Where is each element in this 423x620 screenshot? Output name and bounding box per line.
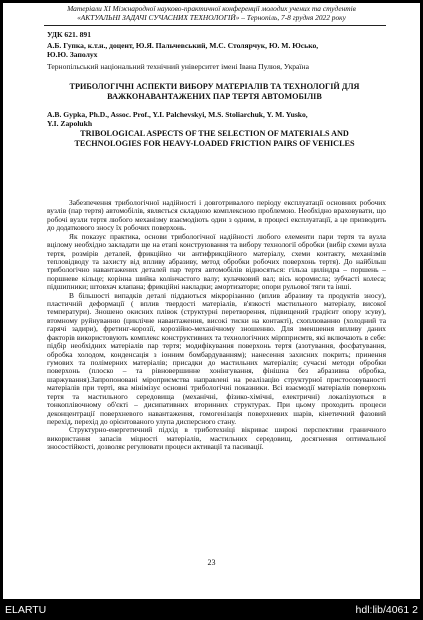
authors-en-line-1: A.B. Gypka, Ph.D., Assoc. Prof., Y.I. Palchevskyi, M.S. Stoliarchuk, Y. M. Yusko, (47, 110, 308, 119)
page-number: 23 (207, 558, 216, 567)
authors-en (47, 110, 386, 128)
paragraph: Структурно-енергетичний підхід в триботехніці вікриває широкі перспективи граничного використання запасів міцності матеріалів, мастильних середовищ, досягнення оптимальної зносостійкості, дозволяє регулювати процеси активації та пасивації. (47, 425, 386, 452)
footer-repository-label: ELARTU (5, 604, 47, 616)
footer-handle: hdl:lib/4061 2 (355, 604, 418, 616)
affiliation: Тернопільський національний технічний університет імені Івана Пулюя, Україна (47, 62, 309, 71)
title-en (43, 129, 386, 149)
conference-header (3, 5, 420, 22)
authors-ua (47, 41, 386, 59)
authors-ua-line-2: Ю.Ю. Заполух (47, 50, 98, 60)
title-ua-line-2: ВАЖКОНАВАНТАЖЕНИХ ПАР ТЕРТЯ АВТОМОБІЛІВ (107, 92, 322, 101)
paragraph: Забезпечення трибологічної надійності і довготривалого періоду експлуатації основних робочих вузлів (пар тертя) автомобілів, являється складною комплексною проблемою. Необхідно враховувати, що робочі вузли тертя любого механізму взаємодіють один з одним, в процесі експлуатації, а це призводить до додаткового зносу їх робочих поверхонь. (47, 198, 386, 233)
title-en-line-1: TRIBOLOGICAL ASPECTS OF THE SELECTION OF MATERIALS AND (80, 129, 349, 138)
authors-en-line-2: Y.I. Zapolukh (47, 119, 93, 129)
title-ua-line-1: ТРИБОЛОГІЧНІ АСПЕКТИ ВИБОРУ МАТЕРІАЛІВ ТА ТЕХНОЛОГІЙ ДЛЯ (69, 82, 360, 91)
header-rule (44, 25, 386, 26)
paragraph: В більшості випадків деталі піддаються мікрорізанню (вплив абразиву та продуктів зносу), пластичній деформації ( вплив твердості матеріалів, в'язкості мастильного матеріалу, високої температури). Зношено окисних плівок (структурні перетворення, підвищений градієнт опору зсуву), втомному руйнуванню (циклічне навантаження, високі тиски на контакті), схоплюванню (холодний та гарячі задири), фретинг-корозії, корозійно-механічному зношенню. Для зменшення впливу даних факторів використовують комплекс конструктивних та технологічних мірпприємтв, які включають в себе: підбір необхідних матеріалів пар тертя; модифікування поверхонь тертя (азотування, фосфатування, обробка холодом, конденсація з іонним бомбардуванням); нанесення захисних покрить; принення гумових та полімерних матеріалів; присадки до мастильних матеріалів; сучасні методи обробки поверхонь (плоско – та рівновершинне хонінгування, фінішна без абразивна обробка, шаржування).Запропоновані міроприємства направлені на реалізацію структурної пристосовуваності матеріалів при терті, яка мінімізує основні трибологічні показники. Всі взаємодії матеріалів поверхонь тертя та мастильного середовища (механічні, фізико-хімічні, електричні) локалізуються в тонкоплівочному об'єкті – дисипативних вторинних структурах. При цьому проходить процеси деконцентрації поверхневого навантаження, гомогенізація поверхневих шарів, кінетичний фазовий перехід, перехід до орієнтованого улупа дисперсного стану. (47, 290, 386, 426)
title-ua (43, 82, 386, 102)
authors-ua-line-1: А.Б. Гупка, к.т.н., доцент, Ю.Я. Пальчевський, М.С. Столярчук, Ю. М. Юсько, (47, 41, 319, 50)
document-page (3, 3, 420, 599)
conference-line-1: Матеріали XI Міжнародної науково-практичної конференції молодих учених та студентів (67, 4, 356, 13)
udc-code: УДК 621. 891 (47, 30, 92, 39)
paragraph: Як показує практика, основи трибологічної надійності любого елементи пари тертя та вузла вцілому необхідно закладати ще на етапі конструювання та вибору технології обробки (вибір схеми вузла тертя, розмірів деталей, фрикційно чи антифрикційного матеріалу, схеми контакту, механізмів тепловідводу та захисту від впливу абразиву, метод обробки робочих поверхонь тертя). До найбільш трибологічно навантажених деталей пар тертя автомобілів відносяться: гільза циліндра – поршень – поршневе кільце; корінна шийка колінчастого валу; кулачковий вал; вісь коромисла; зубчасті колеса; підшипники; штовхач клапана; фрикційні накладки; амортизатори; опори рульової тяги та інші. (47, 231, 386, 292)
conference-line-2: «АКТУАЛЬНІ ЗАДАЧІ СУЧАСНИХ ТЕХНОЛОГІЙ» – Тернопіль, 7-8 грудня 2022 року (77, 12, 346, 22)
article-body (47, 199, 386, 452)
title-en-line-2: TECHNOLOGIES FOR HEAVY-LOADED FRICTION PAIRS OF VEHICLES (74, 139, 355, 148)
